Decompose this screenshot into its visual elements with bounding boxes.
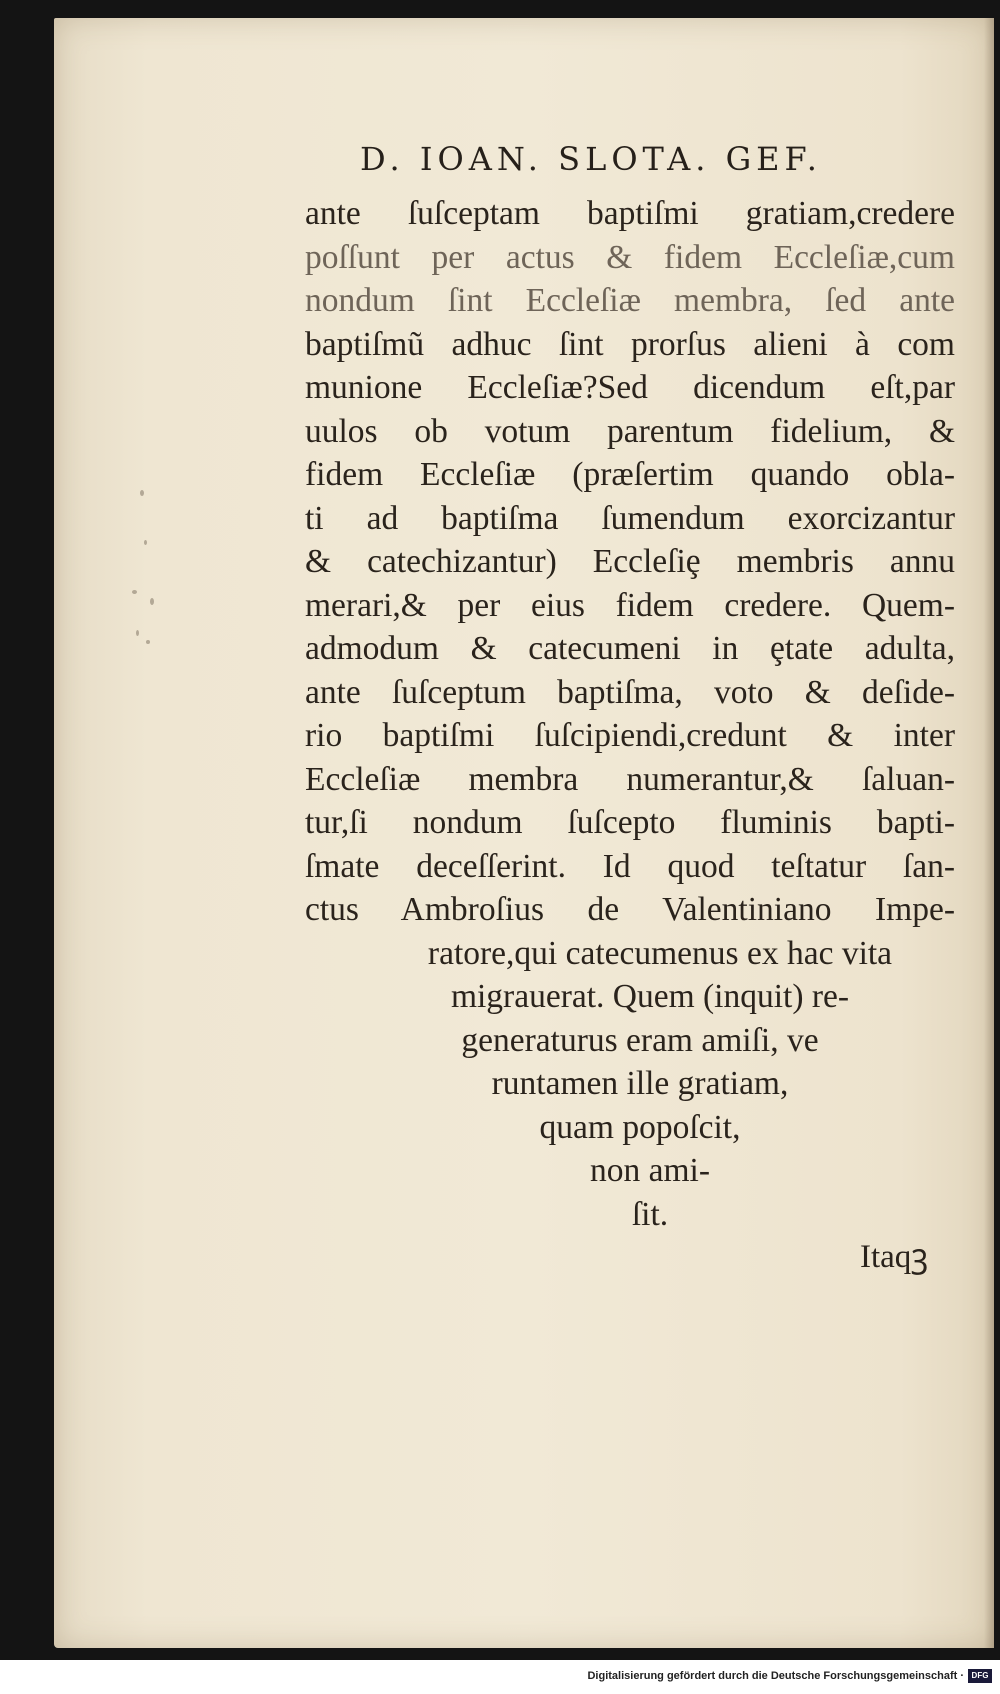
text-line-8: ti ad baptiſma ſumendum exorcizantur bbox=[305, 499, 955, 537]
text-line-14: Eccleſiæ membra numerantur,& ſaluan- bbox=[305, 760, 955, 798]
tail-line-7: ſit. bbox=[631, 1195, 669, 1233]
tail-line-6: non ami- bbox=[589, 1152, 710, 1189]
text-line-11: admodum & catecumeni in ȩtate adulta, bbox=[305, 630, 955, 667]
tail-line-2: migrauerat. Quem (inquit) re- bbox=[450, 978, 850, 1015]
text-line-15: tur,ſi nondum ſuſcepto fluminis bapti- bbox=[305, 804, 955, 841]
text-line-12: ante ſuſceptum baptiſma, voto & deſide- bbox=[305, 673, 955, 711]
text-line-17: ctus Ambroſius de Valentiniano Impe- bbox=[305, 891, 955, 928]
text-line-4: baptiſmũ adhuc ſint prorſus alieni à com bbox=[305, 325, 955, 363]
footer-credit: Digitalisierung gefördert durch die Deutsche Forschungsgemeinschaft · bbox=[587, 1670, 964, 1682]
text-line-2: poſſunt per actus & fidem Eccleſiæ,cum bbox=[305, 238, 955, 276]
tail-line-1: ratore,qui catecumenus ex hac vita bbox=[427, 934, 893, 972]
dfg-logo-icon: DFG bbox=[968, 1669, 992, 1683]
margin-stains bbox=[130, 480, 170, 680]
text-line-5: munione Eccleſiæ?Sed dicendum eſt,par bbox=[305, 369, 955, 406]
tail-line-5: quam popoſcit, bbox=[539, 1108, 741, 1146]
running-head: D. IOAN. SLOTA. GEF. bbox=[360, 140, 822, 178]
text-line-10: merari,& per eius fidem credere. Quem- bbox=[305, 586, 955, 624]
catchword: Itaqꝫ bbox=[860, 1239, 929, 1275]
text-line-9: & catechizantur) Eccleſiȩ membris annu bbox=[305, 543, 955, 580]
tail-line-3: generaturus eram amiſi, ve bbox=[461, 1021, 819, 1059]
text-line-3: nondum ſint Eccleſiæ membra, ſed ante bbox=[305, 282, 955, 319]
footer-bar bbox=[0, 1666, 1000, 1694]
page-edge-shadow bbox=[984, 18, 994, 1648]
text-line-7: fidem Eccleſiæ (præſertim quando obla- bbox=[305, 456, 955, 493]
text-line-13: rio baptiſmi ſuſcipiendi,credunt & inter bbox=[305, 717, 955, 754]
text-line-16: ſmate deceſſerint. Id quod teſtatur ſan- bbox=[305, 847, 955, 885]
text-line-6: uulos ob votum parentum fidelium, & bbox=[305, 412, 955, 450]
text-line-1: ante ſuſceptam baptiſmi gratiam,credere bbox=[305, 195, 955, 232]
body-text bbox=[305, 192, 955, 1236]
tail-line-4: runtamen ille gratiam, bbox=[491, 1065, 789, 1102]
